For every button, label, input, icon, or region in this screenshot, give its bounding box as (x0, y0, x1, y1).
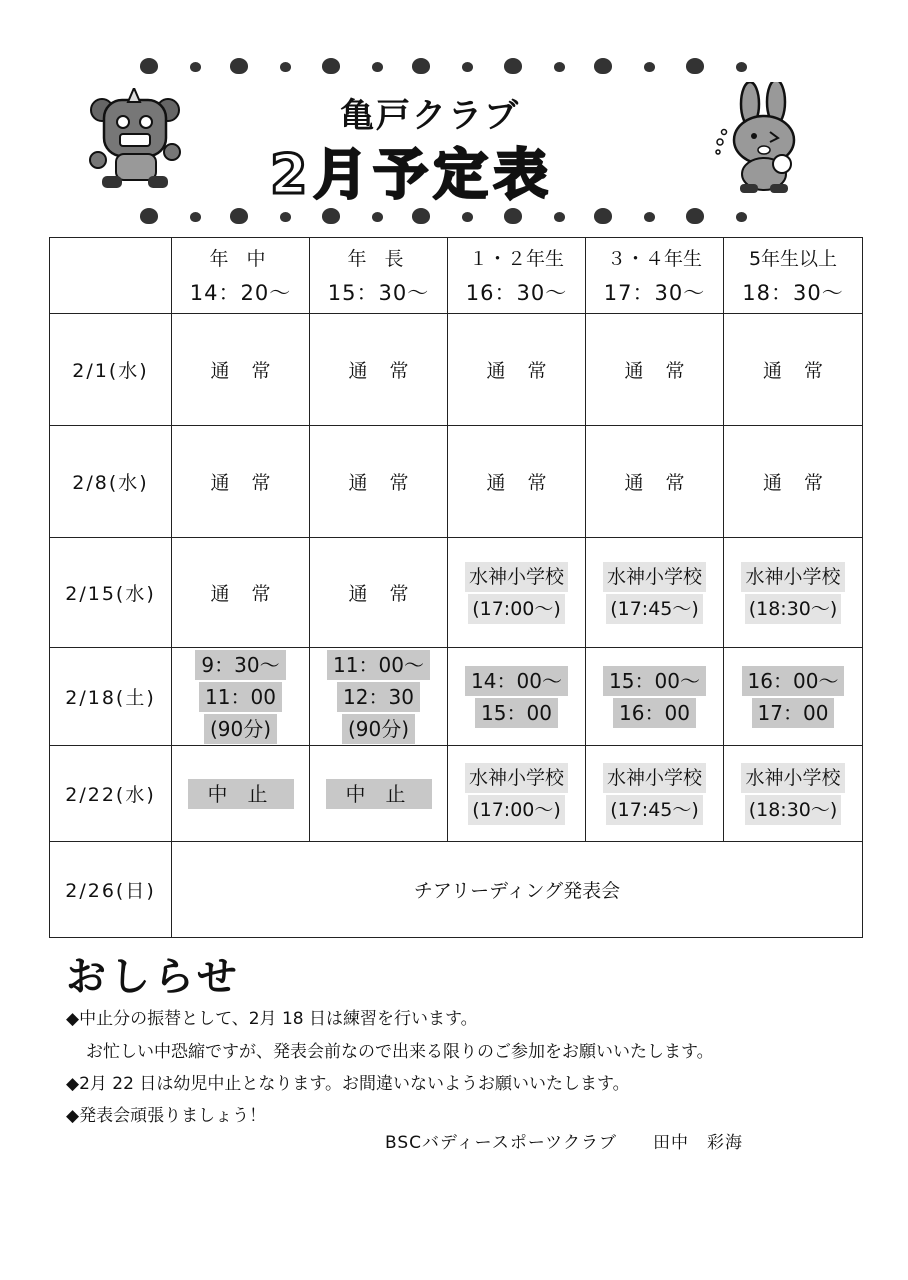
signature: BSCバディースポーツクラブ 田中 彩海 (385, 1133, 743, 1153)
date-cell: 2/18(土) (50, 648, 172, 746)
schedule-cell: 中止 (172, 746, 310, 842)
schedule-cell: 通常 (172, 426, 310, 538)
notice-title: おしらせ (66, 954, 241, 1000)
schedule-cell: 水神小学校 (17:00～) (448, 746, 586, 842)
schedule-cell: 通常 (724, 426, 863, 538)
schedule-cell: 16：00～ 17：00 (724, 648, 863, 746)
page-title: 2月予定表 (270, 143, 554, 206)
rabbit-mascot-icon (712, 82, 812, 194)
schedule-cell: 15：00～ 16：00 (586, 648, 724, 746)
schedule-cell: 通常 (586, 426, 724, 538)
table-row (50, 746, 863, 842)
schedule-cell: 水神小学校 (17:00～) (448, 538, 586, 648)
schedule-cell: 水神小学校 (18:30～) (724, 746, 863, 842)
table-row (50, 648, 863, 746)
schedule-cell: 通常 (310, 538, 448, 648)
column-header: １・２年生 16：30～ (448, 238, 586, 314)
schedule-cell: 9：30～ 11：00 (90分) (172, 648, 310, 746)
header-row (50, 238, 863, 314)
schedule-cell: 通常 (310, 314, 448, 426)
schedule-cell: 通常 (586, 314, 724, 426)
decorative-dots-bottom (130, 208, 780, 230)
schedule-cell: 通常 (448, 314, 586, 426)
decorative-dots-top (130, 58, 780, 80)
table-row (50, 426, 863, 538)
schedule-cell: 通常 (172, 314, 310, 426)
schedule-table (49, 237, 863, 938)
date-cell: 2/1(水) (50, 314, 172, 426)
schedule-cell: 中止 (310, 746, 448, 842)
notice-line: ◆中止分の振替として、2月 18 日は練習を行います。 (66, 1009, 478, 1029)
schedule-cell: 14：00～ 15：00 (448, 648, 586, 746)
event-cell: チアリーディング発表会 (172, 842, 863, 938)
corner-cell (50, 238, 172, 314)
schedule-cell: 通常 (172, 538, 310, 648)
schedule-cell: 水神小学校 (17:45～) (586, 538, 724, 648)
schedule-cell: 水神小学校 (17:45～) (586, 746, 724, 842)
schedule-cell: 通常 (448, 426, 586, 538)
schedule-cell: 11：00～ 12：30 (90分) (310, 648, 448, 746)
schedule-cell: 水神小学校 (18:30～) (724, 538, 863, 648)
date-cell: 2/22(水) (50, 746, 172, 842)
oni-mascot-icon (88, 88, 188, 198)
notice-line: ◆発表会頑張りましょう！ (66, 1106, 267, 1126)
schedule-cell: 通常 (310, 426, 448, 538)
column-header: 年 長 15：30～ (310, 238, 448, 314)
table-row (50, 314, 863, 426)
club-name: 亀戸クラブ (340, 96, 520, 136)
table-row (50, 538, 863, 648)
notice-line: ◆2月 22 日は幼児中止となります。お間違いないようお願いいたします。 (66, 1074, 630, 1094)
date-cell: 2/15(水) (50, 538, 172, 648)
column-header: 5年生以上 18：30～ (724, 238, 863, 314)
notice-line: お忙しい中恐縮ですが、発表会前なので出来る限りのご参加をお願いいたします。 (86, 1042, 714, 1062)
table-row (50, 842, 863, 938)
date-cell: 2/26(日) (50, 842, 172, 938)
column-header: ３・４年生 17：30～ (586, 238, 724, 314)
column-header: 年 中 14：20～ (172, 238, 310, 314)
date-cell: 2/8(水) (50, 426, 172, 538)
schedule-cell: 通常 (724, 314, 863, 426)
